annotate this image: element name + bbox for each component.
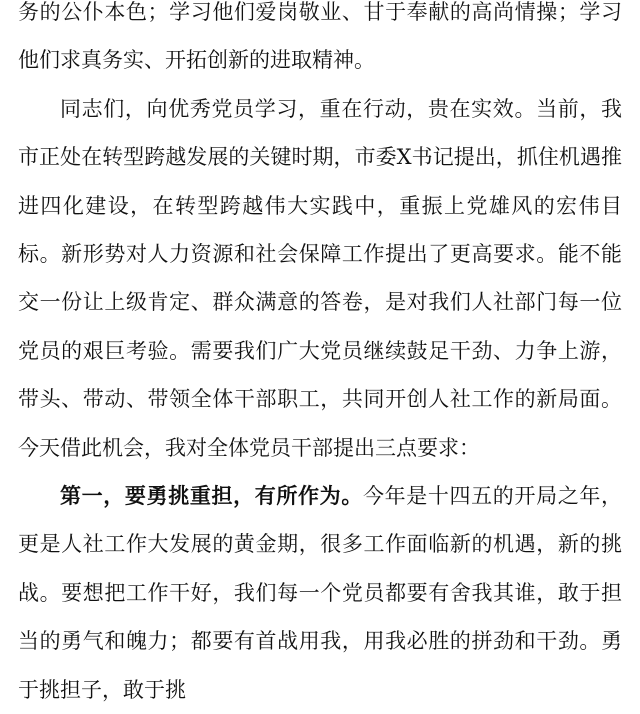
document-body [18,0,622,714]
paragraph-3-body: 今年是十四五的开局之年，更是人社工作大发展的黄金期，很多工作面临新的机遇，新的挑战。要想把工作干好，我们每一个党员都要有舍我其谁，敢于担当的勇气和魄力；都要有首战用我，用我必胜的拼劲和干劲。勇于挑担子，敢于挑 [18,484,623,702]
paragraph-3-heading: 第一，要勇挑重担，有所作为。 [60,484,363,509]
paragraph-3 [18,472,622,714]
paragraph-1: 务的公仆本色；学习他们爱岗敬业、甘于奉献的高尚情操；学习他们求真务实、开拓创新的进取精神。 [18,0,622,73]
paragraph-2: 同志们，向优秀党员学习，重在行动，贵在实效。当前，我市正处在转型跨越发展的关键时期，市委X书记提出，抓住机遇推进四化建设，在转型跨越伟大实践中，重振上党雄风的宏伟目标。新形势对人力资源和社会保障工作提出了更高要求。能不能交一份让上级肯定、群众满意的答卷，是对我们人社部门每一位党员的艰巨考验。需要我们广大党员继续鼓足干劲、力争上游，带头、带动、带领全体干部职工，共同开创人社工作的新局面。今天借此机会，我对全体党员干部提出三点要求： [18,96,622,460]
